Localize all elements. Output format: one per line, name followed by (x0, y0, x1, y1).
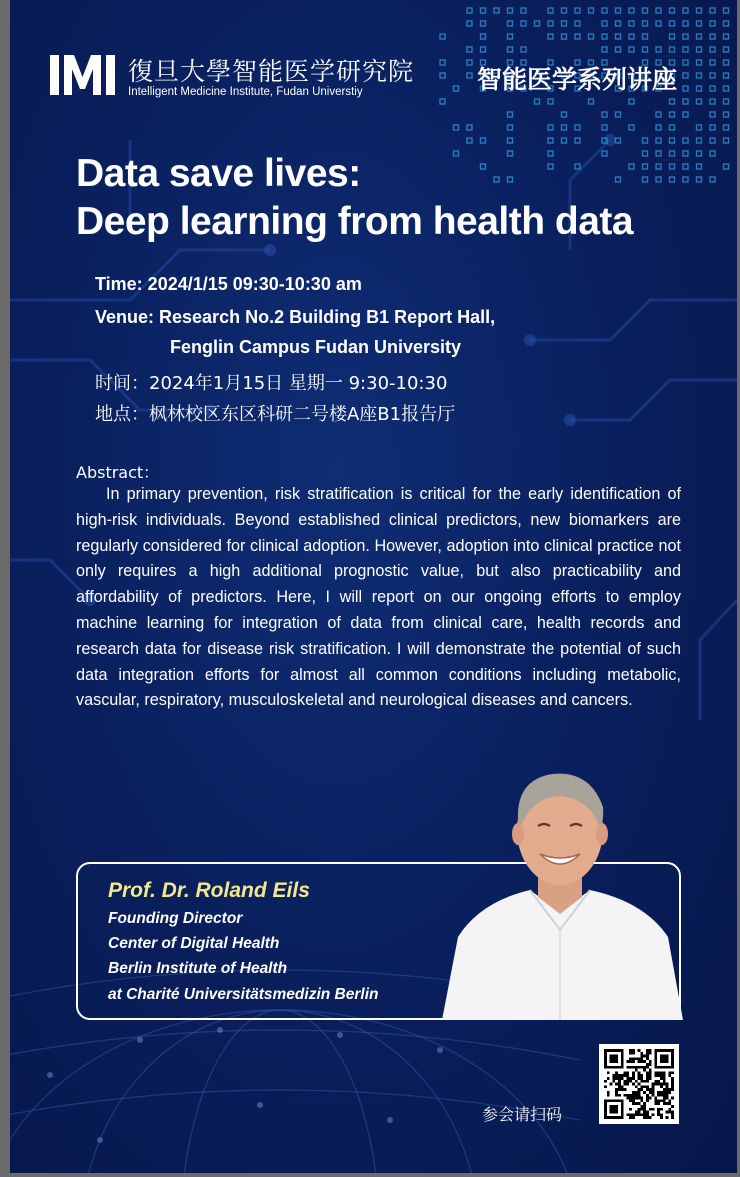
time-cn: 时间：2024年1月15日 星期一 9:30-10:30 (95, 373, 448, 394)
institute-name-en: Intelligent Medicine Institute, Fudan Universtiy (128, 86, 363, 98)
lecture-title (76, 150, 633, 246)
time-en: Time: 2024/1/15 09:30-10:30 am (95, 274, 362, 294)
series-title: 智能医学系列讲座 (477, 65, 678, 94)
qr-label: 参会请扫码 (482, 1105, 563, 1124)
speaker-affiliation-3: at Charité Universitätsmedizin Berlin (108, 986, 379, 1003)
qr-code[interactable] (599, 1044, 679, 1124)
speaker-title: Founding Director (108, 910, 243, 927)
venue-en-line1: Venue: Research No.2 Building B1 Report Hall, (95, 307, 496, 327)
venue-cn: 地点：枫林校区东区科研二号楼A座B1报告厅 (95, 404, 456, 425)
poster (10, 0, 737, 1173)
speaker-name: Prof. Dr. Roland Eils (108, 879, 310, 902)
institute-name-cn: 復旦大學智能医学研究院 (128, 57, 415, 86)
imi-logo (50, 55, 115, 95)
speaker-affiliation-1: Center of Digital Health (108, 935, 280, 952)
abstract-text: In primary prevention, risk stratification is critical for the early identification of high-risk individuals. Beyond established clinical predictors, new biomarkers are regularly considered for clinical adoption. However, adoption into clinical practice not only requires a high additional prognostic value, but also practicability and affordability of predictors. Here, I will report on our ongoing efforts to employ machine learning for integration of data from clinical care, health records and research data for disease risk stratification. I will demonstrate the potential of such data integration efforts for almost all common conditions including metabolic, vascular, respiratory, musculoskeletal and neurological diseases and cancers. (76, 485, 681, 710)
speaker-affiliation-2: Berlin Institute of Health (108, 960, 288, 977)
speaker-photo (440, 762, 683, 1020)
abstract-label: Abstract： (76, 463, 160, 482)
venue-en-line2: Fenglin Campus Fudan University (170, 337, 462, 357)
qr-code-icon (604, 1049, 674, 1119)
title-line-1: Data save lives: (76, 152, 361, 195)
title-line-2: Deep learning from health data (76, 200, 634, 243)
